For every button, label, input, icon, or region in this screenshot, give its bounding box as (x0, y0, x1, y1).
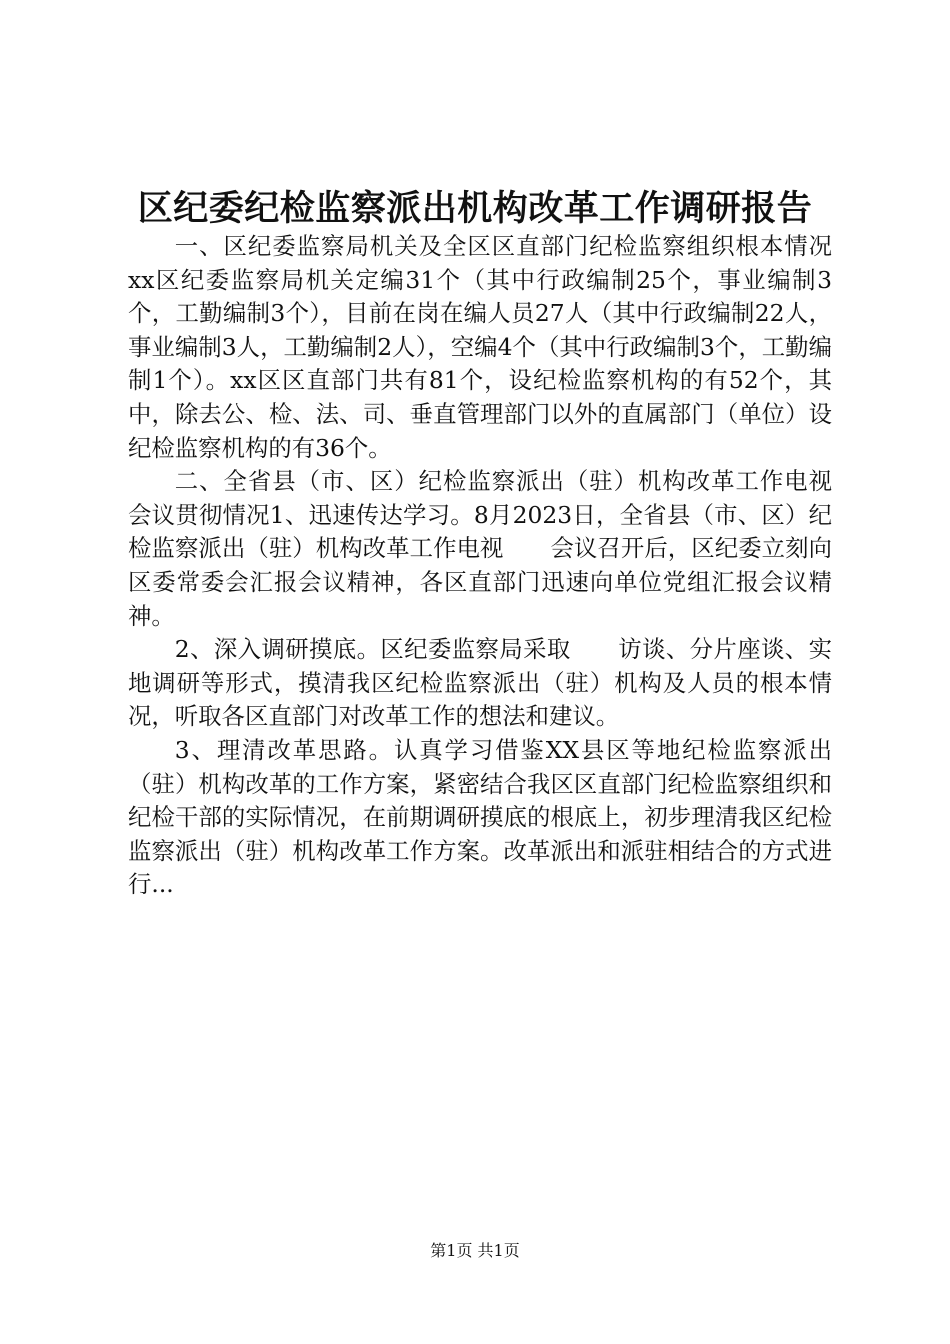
document-title: 区纪委纪检监察派出机构改革工作调研报告 (137, 188, 813, 229)
paragraph-1: 一、区纪委监察局机关及全区区直部门纪检监察组织根本情况xx区纪委监察局机关定编31个（其中行政编制25个，事业编制3个，工勤编制3个），目前在岗在编人员27人（其中行政编制22人，事业编制3人，工勤编制2人），空编4个（其中行政编制3个，工勤编制1个）。xx区区直部门共有81个，设纪检监察机构的有52个，其中，除去公、检、法、司、垂直管理部门以外的直属部门（单位）设纪检监察机构的有36个。 (128, 232, 832, 462)
document-body (128, 230, 879, 902)
paragraph-2: 二、全省县（市、区）纪检监察派出（驻）机构改革工作电视 会议贯彻情况1、迅速传达学习。8月2023日，全省县（市、区）纪检监察派出（驻）机构改革工作电视 会议召开后，区纪委立刻向区委常委会汇报会议精神，各区直部门迅速向单位党组汇报会议精神。 (128, 467, 879, 630)
page-footer: 第1页 共1页 (430, 1241, 520, 1260)
paragraph-4: 3、理清改革思路。认真学习借鉴XX县区等地纪检监察派出（驻）机构改革的工作方案，紧密结合我区区直部门纪检监察组织和纪检干部的实际情况，在前期调研摸底的根底上，初步理清我区纪检监察派出（驻）机构改革工作方案。改革派出和派驻相结合的方式进行... (128, 735, 832, 899)
paragraph-3: 2、深入调研摸底。区纪委监察局采取 访谈、分片座谈、实地调研等形式，摸清我区纪检监察派出（驻）机构及人员的根本情况，听取各区直部门对改革工作的想法和建议。 (128, 635, 832, 731)
